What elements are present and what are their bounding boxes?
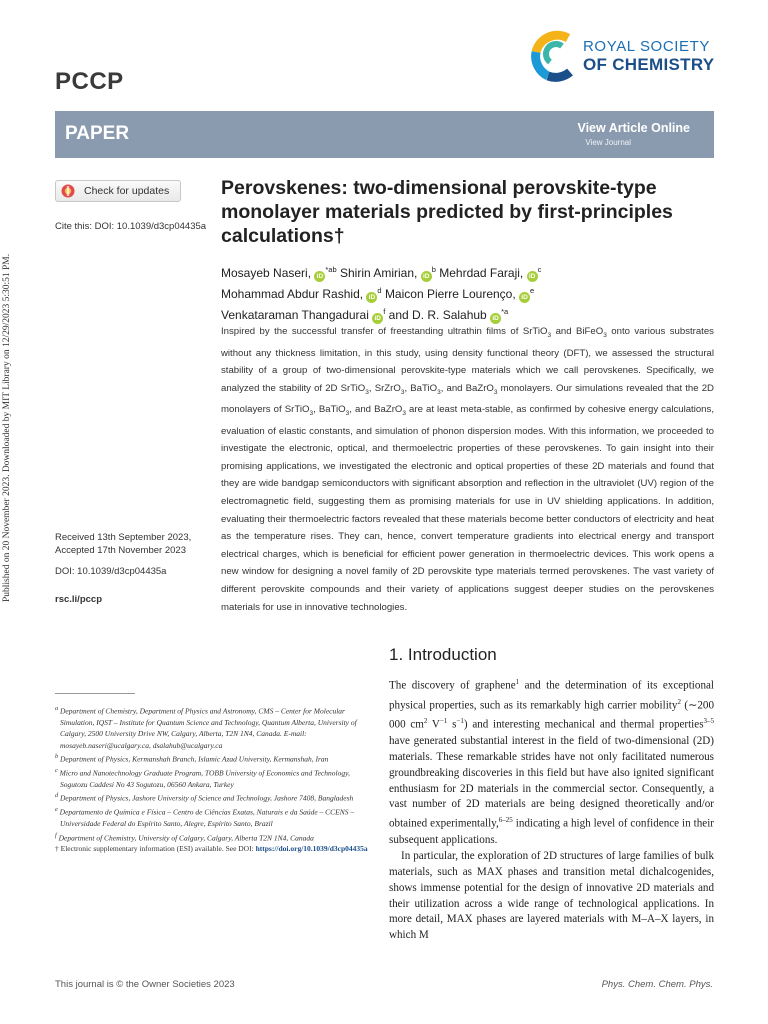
footnote-divider [55,693,135,694]
orcid-icon[interactable]: iD [421,271,432,282]
author-name[interactable]: Maicon Pierre Lourenço, [384,287,516,301]
footer-journal: Phys. Chem. Chem. Phys. [601,979,713,990]
author-affiliation: d [377,286,382,295]
author-name[interactable]: Mosayeb Naseri, [221,266,312,280]
check-for-updates-button[interactable] [55,180,181,202]
footer-copyright: This journal is © the Owner Societies 2023 [55,979,235,990]
publisher-line2: OF CHEMISTRY [583,55,715,74]
section-heading: 1. Introduction [389,645,497,664]
footnote: $^f$ Department of Chemistry, University of Calgary, Calgary, Alberta T2N 1N4, Canada [55,831,314,843]
accepted-date: Accepted 17th November 2023 [55,545,186,556]
author-affiliation: b [431,265,436,274]
author-name[interactable]: Venkataraman Thangadurai [221,308,369,322]
journal-link[interactable]: rsc.li/pccp [55,594,102,605]
article-type: PAPER [65,123,130,144]
author-affiliation: f [383,307,386,316]
crossmark-icon [61,184,75,198]
orcid-icon[interactable]: iD [372,313,383,324]
article-type-banner [55,111,714,158]
author-name[interactable]: Shirin Amirian, [340,266,418,280]
author-name[interactable]: Mehrdad Faraji, [439,266,524,280]
view-article-online-link[interactable]: View Article Online [577,121,690,135]
received-date: Received 13th September 2023, [55,532,192,543]
author-affiliation: c [537,265,542,274]
footnote: $^e$ Departamento de Química e Física – Centro de Ciências Exatas, Naturais e da Saúde – CCENS – Universidade Federal do Espírito Santo, Alegre, Espírito Santo, Brazil [55,806,355,829]
intro-body [389,675,714,944]
author-affiliation: *a [501,307,509,316]
view-journal-link[interactable]: View Journal [585,138,631,147]
doi[interactable]: DOI: 10.1039/d3cp04435a [55,566,167,577]
footnote: $^c$ Micro and Nanotechnology Graduate Program, TOBB University of Economics and Technology, Sogutozu Caddesi No 43 Sogutozu, 06560 Ankara, Turkey [55,767,350,789]
orcid-icon[interactable]: iD [490,313,501,324]
paragraph: In particular, the exploration of 2D structures of large families of bulk materials, such as MAX phases and transition metal dichalcogenides, shows immense potential for the design of innovative 2D materials and their utilization across a wide range of technological applications. In more detail, MAX phases are layered materials with M–A–X layers, in which M [389,849,714,942]
publisher-line1: ROYAL SOCIETY [583,38,710,55]
footnote: $^a$ Department of Chemistry, Department of Physics and Astronomy, CMS – Center for Molecular Simulation, IQST – Institute for Quantum Science and Technology, Quantum Alberta, University of Calgary, 2500 University Drive NW, Calgary, Alberta, T2N 1N4, Canada. E-mail: mosayeb.naseri@ucalgary.ca, dsalahub@ucalgary.ca [55,705,357,750]
orcid-icon[interactable]: iD [366,292,377,303]
publisher-logo[interactable] [528,28,718,88]
footnote: $^d$ Department of Physics, Jashore University of Science and Technology, Jashore 7408, Bangladesh [55,792,354,803]
cite-this: Cite this: DOI: 10.1039/d3cp04435a [55,221,207,232]
esi-note: † Electronic supplementary information (ESI) available. See DOI: https://doi.org/10.1039/d3cp04435a [55,844,368,854]
rsc-logo-icon [528,28,578,84]
orcid-icon[interactable]: iD [527,271,538,282]
footnote: $^b$ Department of Physics, Kermanshah Branch, Islamic Azad University, Kermanshah, Iran [55,753,329,764]
author-affiliation: e [530,286,535,295]
footnotes [55,703,378,855]
orcid-icon[interactable]: iD [314,271,325,282]
journal-name: PCCP [55,68,124,95]
author-list [221,261,721,324]
article-title: Perovskenes: two-dimensional perovskite-type monolayer materials predicted by first-principles calculations† [221,177,673,247]
check-for-updates-label: Check for updates [84,185,170,197]
abstract: Inspired by the successful transfer of freestanding ultrathin films of SrTiO$_3$ and BiFeO$_3$ onto various substrates without any thickness limitation, in this study, using density functional theory (DFT), we assessed the structural stability of a group of two-dimensional perovskite-type materials which we call perovskenes. Specifically, we analyzed the stability of 2D SrTiO$_3$, SrZrO$_3$, BaTiO$_3$, and BaZrO$_3$ monolayers. Our simulations revealed that the 2D monolayers of SrTiO$_3$, BaTiO$_3$, and BaZrO$_3$ are at least meta-stable, as confirmed by cohesive energy calculations, evaluation of elastic constants, and simulation of phonon dispersion modes. With this information, we proceeded to investigate the electronic, optical, and thermoelectric properties of these perovskenes. To gain insight into their promising applications, we investigated the electronic and optical properties of these 2D materials and found that they are wide bandgap semiconductors with significant absorption and reflection in the ultraviolet (UV) region of the electromagnetic field, suggesting them as promising materials for use in UV shielding applications. In addition, evaluating their thermoelectric factors revealed that these materials become better conductors of electricity and heat as the temperature rises. They can, hence, convert temperature gradients into electrical energy and transport electrical charges, which is beneficial for efficient power generation in thermoelectric devices. This work opens a new window for designing a novel family of 2D perovskite type materials termed perovskenes. The vast variety of different perovskite compounds and their variety of applications suggest deeper studies on the perovskenes materials for use in innovative technologies. [221,326,714,613]
author-affiliation: *ab [325,265,337,274]
download-note: Published on 20 November 2023. Downloaded by MIT Library on 12/29/2023 5:30:51 PM. [2,253,12,603]
esi-doi-link[interactable]: https://doi.org/10.1039/d3cp04435a [255,844,368,854]
author-name[interactable]: and D. R. Salahub [388,308,487,322]
paragraph: The discovery of graphene$^1$ and the determination of its exceptional physical properties, such as its remarkably high carrier mobility$^2$ (∼200 000 $cm^2$ $V^{-1}$ $s^{-1}$) and interesting mechanical and thermal properties$^{3-5}$ have generated substantial interest in the field of two-dimensional (2D) materials. These remarkable strides have not only facilitated numerous groundbreaking discoveries in this field but have also ignited significant enthusiasm for 2D materials in the commercial sector. Consequently, a vast number of 2D materials are being designed theoretically and/or obtained experimentally,$^{6-25}$ indicating a high level of confidence in their subsequent applications. [389,678,715,846]
orcid-icon[interactable]: iD [519,292,530,303]
author-name[interactable]: Mohammad Abdur Rashid, [221,287,364,301]
